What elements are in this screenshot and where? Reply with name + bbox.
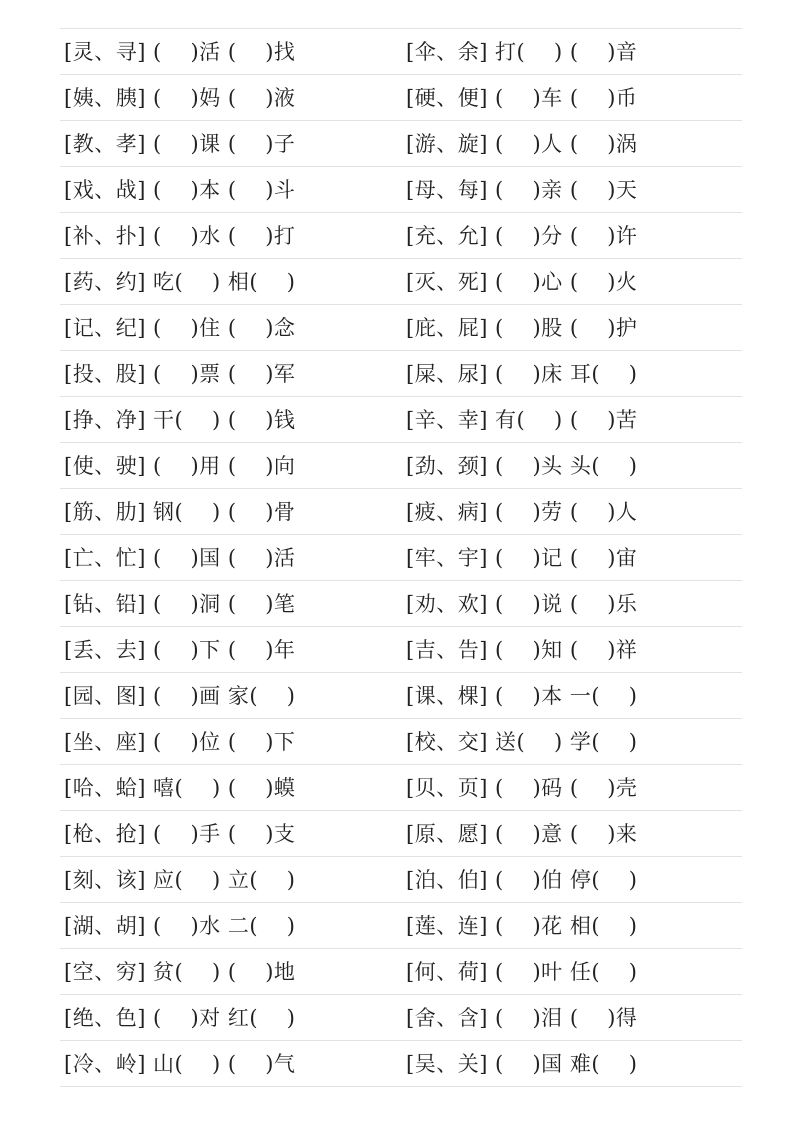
exercise-right: [吴、关] ( )国 难( ) <box>406 1052 638 1076</box>
exercise-right: [灭、死] ( )心 ( )火 <box>406 270 638 294</box>
exercise-left: [教、孝] ( )课 ( )子 <box>64 132 296 156</box>
exercise-right: [充、允] ( )分 ( )许 <box>406 224 638 248</box>
exercise-left: [挣、净] 干( ) ( )钱 <box>64 408 296 432</box>
exercise-right: [课、棵] ( )本 一( ) <box>406 684 638 708</box>
exercise-right: [贝、页] ( )码 ( )壳 <box>406 776 638 800</box>
exercise-left: [坐、座] ( )位 ( )下 <box>64 730 296 754</box>
exercise-right: [辛、幸] 有( ) ( )苦 <box>406 408 638 432</box>
exercise-row <box>60 534 742 580</box>
exercise-row <box>60 488 742 534</box>
exercise-row <box>60 810 742 856</box>
exercise-left: [丢、去] ( )下 ( )年 <box>64 638 296 662</box>
exercise-left: [姨、胰] ( )妈 ( )液 <box>64 86 296 110</box>
exercise-left: [补、扑] ( )水 ( )打 <box>64 224 296 248</box>
exercise-right: [何、荷] ( )叶 任( ) <box>406 960 638 984</box>
exercise-row <box>60 166 742 212</box>
exercise-right: [疲、病] ( )劳 ( )人 <box>406 500 638 524</box>
exercise-right: [庇、屁] ( )股 ( )护 <box>406 316 638 340</box>
exercise-left: [亡、忙] ( )国 ( )活 <box>64 546 296 570</box>
exercise-left: [枪、抢] ( )手 ( )支 <box>64 822 296 846</box>
exercise-row <box>60 350 742 396</box>
exercise-left: [筋、肋] 钢( ) ( )骨 <box>64 500 296 524</box>
exercise-row <box>60 718 742 764</box>
exercise-left: [绝、色] ( )对 红( ) <box>64 1006 296 1030</box>
exercise-row <box>60 442 742 488</box>
exercise-left: [园、图] ( )画 家( ) <box>64 684 296 708</box>
exercise-left: [湖、胡] ( )水 二( ) <box>64 914 296 938</box>
exercise-right: [劲、颈] ( )头 头( ) <box>406 454 638 478</box>
exercise-row <box>60 1040 742 1087</box>
exercise-left: [哈、蛤] 嘻( ) ( )蟆 <box>64 776 296 800</box>
exercise-left: [冷、岭] 山( ) ( )气 <box>64 1052 296 1076</box>
exercise-right: [游、旋] ( )人 ( )涡 <box>406 132 638 156</box>
exercise-right: [莲、连] ( )花 相( ) <box>406 914 638 938</box>
exercise-row <box>60 258 742 304</box>
exercise-left: [使、驶] ( )用 ( )向 <box>64 454 296 478</box>
exercise-row <box>60 856 742 902</box>
exercise-row <box>60 74 742 120</box>
exercise-left: [刻、该] 应( ) 立( ) <box>64 868 296 892</box>
exercise-right: [屎、尿] ( )床 耳( ) <box>406 362 638 386</box>
exercise-left: [空、穷] 贫( ) ( )地 <box>64 960 296 984</box>
exercise-row <box>60 120 742 166</box>
exercise-right: [硬、便] ( )车 ( )币 <box>406 86 638 110</box>
exercise-row <box>60 28 742 74</box>
exercise-row <box>60 902 742 948</box>
exercise-left: [钻、铅] ( )洞 ( )笔 <box>64 592 296 616</box>
exercise-sheet <box>60 28 742 1087</box>
exercise-left: [投、股] ( )票 ( )军 <box>64 362 296 386</box>
exercise-right: [伞、余] 打( ) ( )音 <box>406 40 638 64</box>
exercise-right: [原、愿] ( )意 ( )来 <box>406 822 638 846</box>
exercise-right: [劝、欢] ( )说 ( )乐 <box>406 592 638 616</box>
exercise-left: [药、约] 吃( ) 相( ) <box>64 270 296 294</box>
exercise-row <box>60 994 742 1040</box>
exercise-row <box>60 212 742 258</box>
exercise-right: [舍、含] ( )泪 ( )得 <box>406 1006 638 1030</box>
exercise-right: [母、每] ( )亲 ( )天 <box>406 178 638 202</box>
exercise-right: [校、交] 送( ) 学( ) <box>406 730 638 754</box>
exercise-row <box>60 948 742 994</box>
exercise-right: [牢、宇] ( )记 ( )宙 <box>406 546 638 570</box>
exercise-right: [泊、伯] ( )伯 停( ) <box>406 868 638 892</box>
exercise-left: [戏、战] ( )本 ( )斗 <box>64 178 296 202</box>
exercise-row <box>60 580 742 626</box>
exercise-left: [灵、寻] ( )活 ( )找 <box>64 40 296 64</box>
exercise-row <box>60 672 742 718</box>
exercise-row <box>60 626 742 672</box>
exercise-row <box>60 304 742 350</box>
exercise-left: [记、纪] ( )住 ( )念 <box>64 316 296 340</box>
exercise-row <box>60 396 742 442</box>
exercise-row <box>60 764 742 810</box>
exercise-right: [吉、告] ( )知 ( )祥 <box>406 638 638 662</box>
